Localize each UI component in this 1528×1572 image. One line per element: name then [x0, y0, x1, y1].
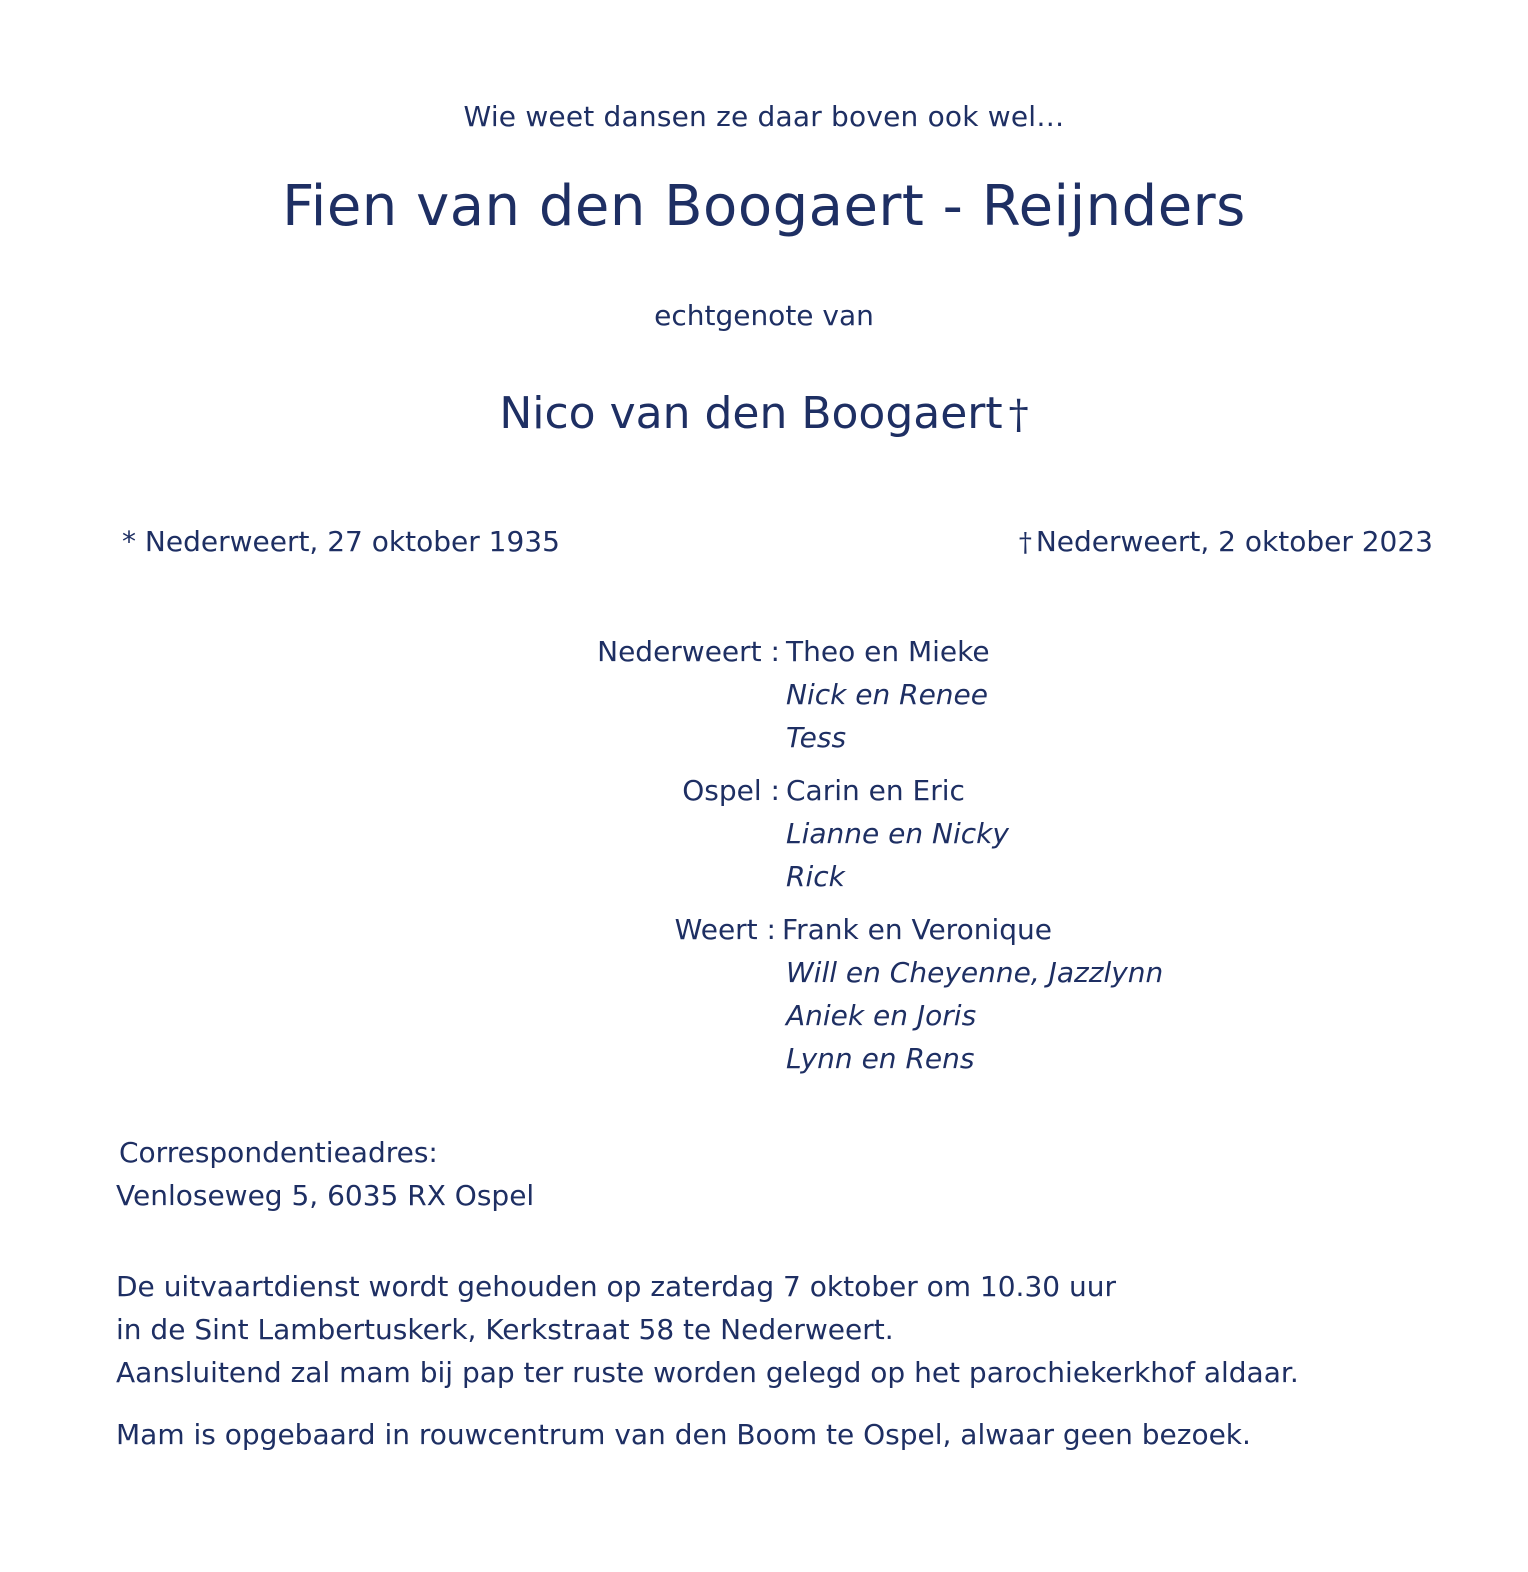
service-line: De uitvaartdienst wordt gehouden op zaterdag 7 oktober om 10.30 uur: [116, 1270, 1116, 1303]
family-group: [0, 913, 1528, 1085]
family-place: Weert :: [674, 913, 776, 946]
family-group: [0, 635, 1528, 764]
family-grandchildren: Rick: [786, 860, 845, 893]
family-children: Theo en Mieke: [786, 635, 990, 668]
motto-text: Wie weet dansen ze daar boven ook wel…: [463, 100, 1065, 133]
family-grandchildren: Lianne en Nicky: [786, 817, 1009, 850]
service-line: in de Sint Lambertuskerk, Kerkstraat 58 te Nederweert.: [116, 1313, 894, 1346]
family-children: Carin en Eric: [786, 774, 965, 807]
family-grandchildren: Tess: [786, 721, 847, 754]
correspondence-label: Correspondentieadres:: [119, 1136, 438, 1169]
family-list: [0, 635, 1528, 1095]
deceased-name: Fien van den Boogaert - Reijnders: [282, 174, 1246, 239]
family-grandchildren: Nick en Renee: [786, 678, 988, 711]
family-place: Ospel :: [682, 774, 780, 807]
family-place: Nederweert :: [597, 635, 780, 668]
service-line: Aansluitend zal mam bij pap ter ruste worden gelegd op het parochiekerkhof aldaar.: [116, 1356, 1299, 1389]
service-info: [116, 1265, 1299, 1394]
family-group: [0, 774, 1528, 903]
death-cross-icon: †: [1018, 528, 1032, 558]
viewing-info: Mam is opgebaard in rouwcentrum van den Boom te Ospel, alwaar geen bezoek.: [116, 1418, 1251, 1451]
spouse-intro: echtgenote van: [654, 299, 874, 332]
spouse-name: Nico van den Boogaert: [499, 388, 1003, 439]
spouse-line: [0, 388, 1528, 439]
correspondence-address: Venloseweg 5, 6035 RX Ospel: [116, 1179, 535, 1212]
birth-line: * Nederweert, 27 oktober 1935: [122, 525, 560, 558]
family-grandchildren: Lynn en Rens: [786, 1042, 975, 1075]
death-line: [1019, 525, 1433, 558]
family-grandchildren: Aniek en Joris: [786, 999, 977, 1032]
death-text: Nederweert, 2 oktober 2023: [1035, 525, 1433, 558]
family-children: Frank en Veronique: [782, 913, 1052, 946]
family-grandchildren: Will en Cheyenne, Jazzlynn: [786, 956, 1164, 989]
cross-icon: †: [1008, 392, 1029, 438]
